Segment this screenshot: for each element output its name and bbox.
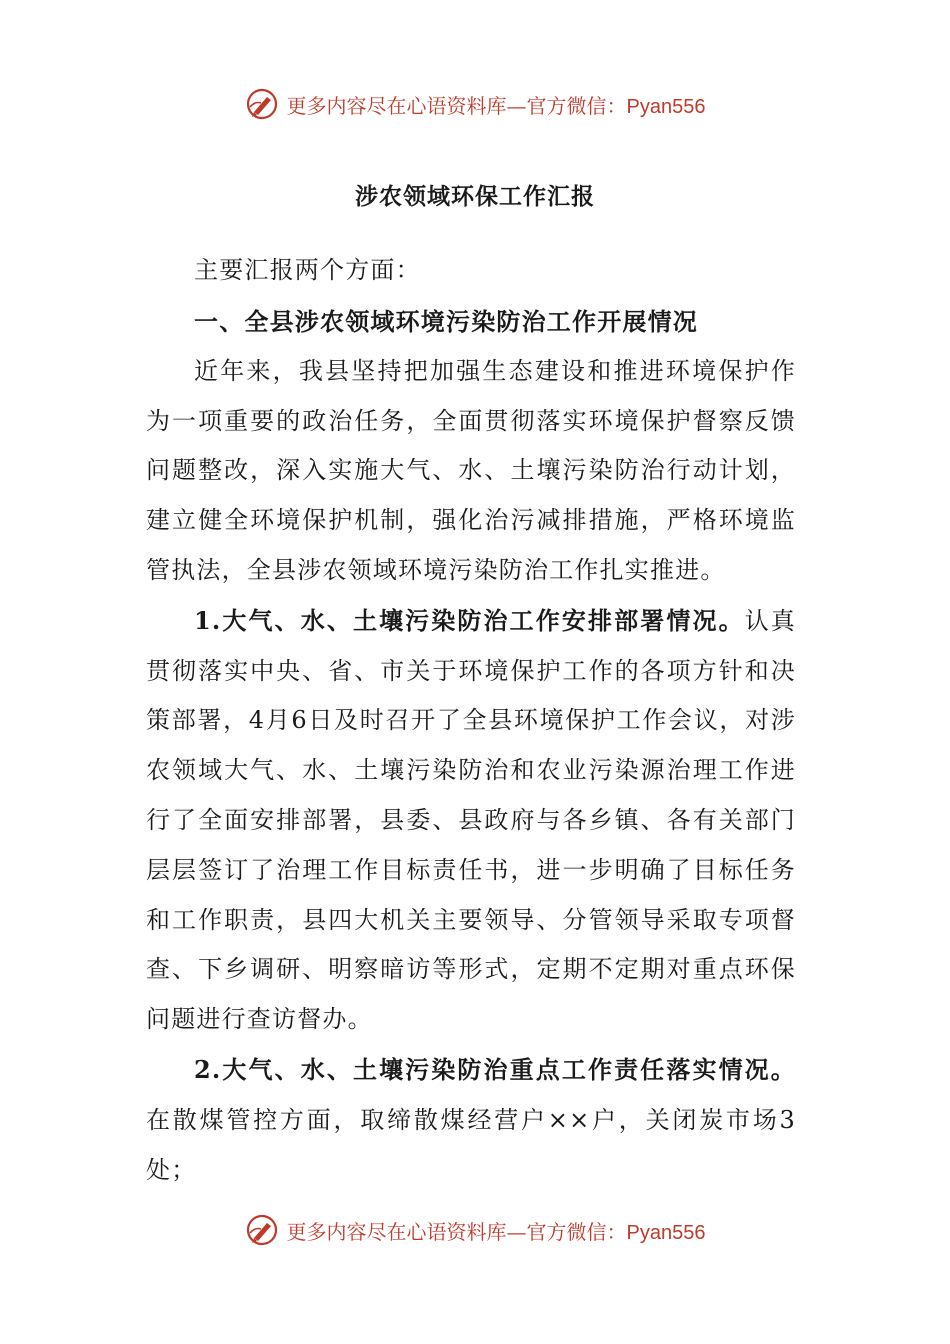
item-2-body: 在散煤管控方面，取缔散煤经营户××户，关闭炭市场3处； bbox=[146, 1105, 796, 1184]
item-1-body: 认真贯彻落实中央、省、市关于环境保护工作的各项方针和决策部署，4月6日及时召开了全县环境保护工作会议，对涉农领域大气、水、土壤污染防治和农业污染源治理工作进行了全面安排部署，县委、县政府与各乡镇、各有关部门层层签订了治理工作目标责任书，进一步明确了目标任务和工作职责，县四大机关主要领导、分管领导采取专项督查、下乡调研、明察暗访等形式，定期不定期对重点环保问题进行查访督办。 bbox=[146, 606, 797, 1034]
watermark-header bbox=[0, 84, 950, 124]
item-1-paragraph bbox=[146, 596, 796, 1045]
document-title: 涉农领域环保工作汇报 bbox=[355, 183, 595, 210]
item-2-paragraph bbox=[146, 1045, 796, 1195]
watermark-text: 更多内容尽在心语资料库—官方微信：Pyan556 bbox=[286, 1219, 706, 1244]
item-2-lead: 2.大气、水、土壤污染防治重点工作责任落实情况。 bbox=[194, 1054, 796, 1084]
watermark-text: 更多内容尽在心语资料库—官方微信：Pyan556 bbox=[286, 93, 706, 118]
pen-circle-logo-icon bbox=[245, 87, 279, 121]
item-1-lead: 1.大气、水、土壤污染防治工作安排部署情况。 bbox=[194, 605, 745, 635]
pen-circle-logo-icon bbox=[245, 1213, 279, 1247]
watermark-footer bbox=[0, 1210, 950, 1250]
intro-paragraph: 主要汇报两个方面： bbox=[194, 256, 421, 284]
section-1-heading: 一、全县涉农领域环境污染防治工作开展情况 bbox=[194, 306, 698, 336]
section-1-paragraph: 近年来，我县坚持把加强生态建设和推进环境保护作为一项重要的政治任务，全面贯彻落实环境保护督察反馈问题整改，深入实施大气、水、土壤污染防治行动计划，建立健全环境保护机制，强化治污减排措施，严格环境监管执法，全县涉农领域环境污染防治工作扎实推进。 bbox=[146, 356, 796, 584]
watermark-wechat-id: Pyan556 bbox=[626, 95, 706, 118]
document-body bbox=[146, 246, 796, 1195]
watermark-wechat-id: Pyan556 bbox=[626, 1221, 706, 1244]
